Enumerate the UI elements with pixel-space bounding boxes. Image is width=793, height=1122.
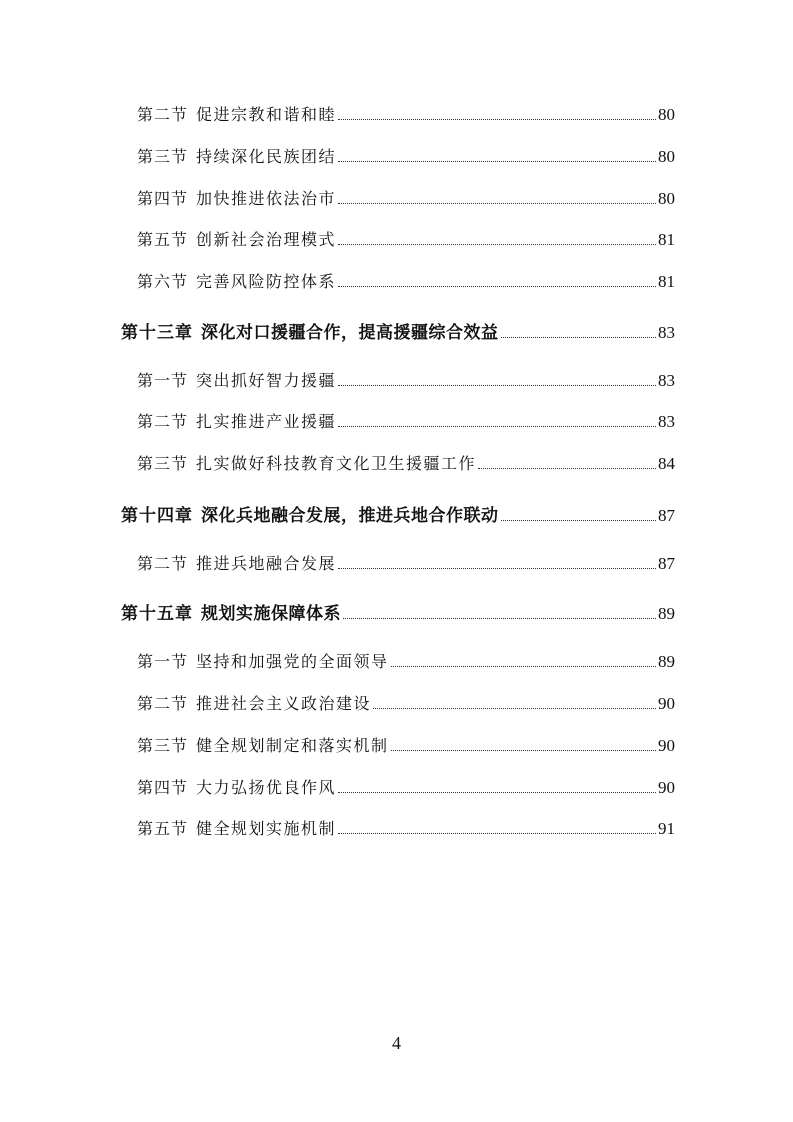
toc-entry-number: 第一节 [137, 652, 189, 671]
toc-entry-number: 第三节 [137, 454, 189, 473]
page-number: 4 [392, 1033, 401, 1053]
toc-entry[interactable] [137, 551, 675, 581]
toc-entry-title: 扎实推进产业援疆 [196, 412, 337, 431]
toc-entry-page: 83 [658, 371, 675, 390]
toc-chapter-title: 深化对口援疆合作，提高援疆综合效益 [201, 323, 499, 343]
toc-entry-page: 90 [658, 736, 675, 755]
toc-chapter-number: 第十四章 [121, 506, 193, 526]
toc-entry-number: 第四节 [137, 189, 189, 208]
toc-entry-title: 突出抓好智力援疆 [196, 371, 337, 390]
dot-leader [338, 384, 656, 386]
toc-chapter-page: 89 [658, 604, 675, 623]
dot-leader [338, 567, 656, 569]
toc-entry[interactable] [137, 733, 675, 763]
toc-chapter-title: 深化兵地融合发展，推进兵地合作联动 [201, 506, 499, 526]
toc-entry-number: 第二节 [137, 105, 189, 124]
toc-entry-title: 健全规划制定和落实机制 [196, 736, 389, 755]
toc-entry-page: 81 [658, 272, 675, 291]
toc-entry-title: 加快推进依法治市 [196, 189, 337, 208]
toc-entry-page: 81 [658, 230, 675, 249]
dot-leader [343, 617, 656, 619]
toc-entry[interactable] [137, 368, 675, 398]
toc-entry-title: 推进社会主义政治建设 [196, 694, 372, 713]
toc-entry-title: 持续深化民族团结 [196, 147, 337, 166]
dot-leader [338, 202, 656, 204]
toc-entry-page: 80 [658, 147, 675, 166]
toc-entry[interactable] [137, 102, 675, 132]
toc-entry-title: 坚持和加强党的全面领导 [196, 652, 389, 671]
toc-entry-number: 第五节 [137, 819, 189, 838]
toc-entry-number: 第三节 [137, 147, 189, 166]
toc-entry-number: 第四节 [137, 778, 189, 797]
toc-entry[interactable] [137, 227, 675, 257]
dot-leader [373, 707, 656, 709]
dot-leader [338, 791, 656, 793]
toc-entry[interactable] [137, 691, 675, 721]
toc-chapter-page: 83 [658, 323, 675, 342]
toc-entry-page: 89 [658, 652, 675, 671]
toc-entry-title: 大力弘扬优良作风 [196, 778, 337, 797]
toc-entry-page: 80 [658, 189, 675, 208]
toc-entry[interactable] [137, 144, 675, 174]
toc-entry-title: 推进兵地融合发展 [196, 554, 337, 573]
toc-entry-page: 83 [658, 412, 675, 431]
toc-entry-page: 87 [658, 554, 675, 573]
toc-chapter-title: 规划实施保障体系 [201, 604, 341, 624]
toc-entry[interactable] [137, 775, 675, 805]
dot-leader [338, 285, 656, 287]
toc-entry[interactable] [137, 186, 675, 216]
toc-entry-title: 扎实做好科技教育文化卫生援疆工作 [196, 454, 477, 473]
toc-entry-page: 84 [658, 454, 675, 473]
dot-leader [501, 336, 657, 338]
dot-leader [338, 425, 656, 427]
toc-entry-page: 80 [658, 105, 675, 124]
toc-entry-number: 第一节 [137, 371, 189, 390]
toc-chapter[interactable] [121, 501, 675, 531]
toc-entry-number: 第二节 [137, 554, 189, 573]
toc-entry-title: 完善风险防控体系 [196, 272, 337, 291]
dot-leader [338, 160, 656, 162]
toc-entry[interactable] [137, 816, 675, 846]
toc-entry-number: 第二节 [137, 412, 189, 431]
toc-entry-page: 90 [658, 778, 675, 797]
toc-entry-number: 第二节 [137, 694, 189, 713]
toc-entry-title: 健全规划实施机制 [196, 819, 337, 838]
toc-chapter[interactable] [121, 599, 675, 629]
toc-entry-page: 91 [658, 819, 675, 838]
toc-chapter-number: 第十五章 [121, 604, 193, 624]
toc-entry[interactable] [137, 451, 675, 481]
dot-leader [338, 832, 656, 834]
dot-leader [391, 749, 656, 751]
toc-entry[interactable] [137, 409, 675, 439]
toc-chapter-page: 87 [658, 506, 675, 525]
toc-entry-title: 创新社会治理模式 [196, 230, 337, 249]
toc-chapter[interactable] [121, 318, 675, 348]
toc-entry-title: 促进宗教和谐和睦 [196, 105, 337, 124]
dot-leader [501, 519, 657, 521]
toc-entry[interactable] [137, 269, 675, 299]
toc-entry-number: 第三节 [137, 736, 189, 755]
dot-leader [391, 665, 656, 667]
toc-entry-number: 第六节 [137, 272, 189, 291]
dot-leader [338, 118, 656, 120]
toc-chapter-number: 第十三章 [121, 323, 193, 343]
dot-leader [478, 467, 656, 469]
toc-entry-page: 90 [658, 694, 675, 713]
toc-entry[interactable] [137, 649, 675, 679]
dot-leader [338, 243, 656, 245]
toc-entry-number: 第五节 [137, 230, 189, 249]
